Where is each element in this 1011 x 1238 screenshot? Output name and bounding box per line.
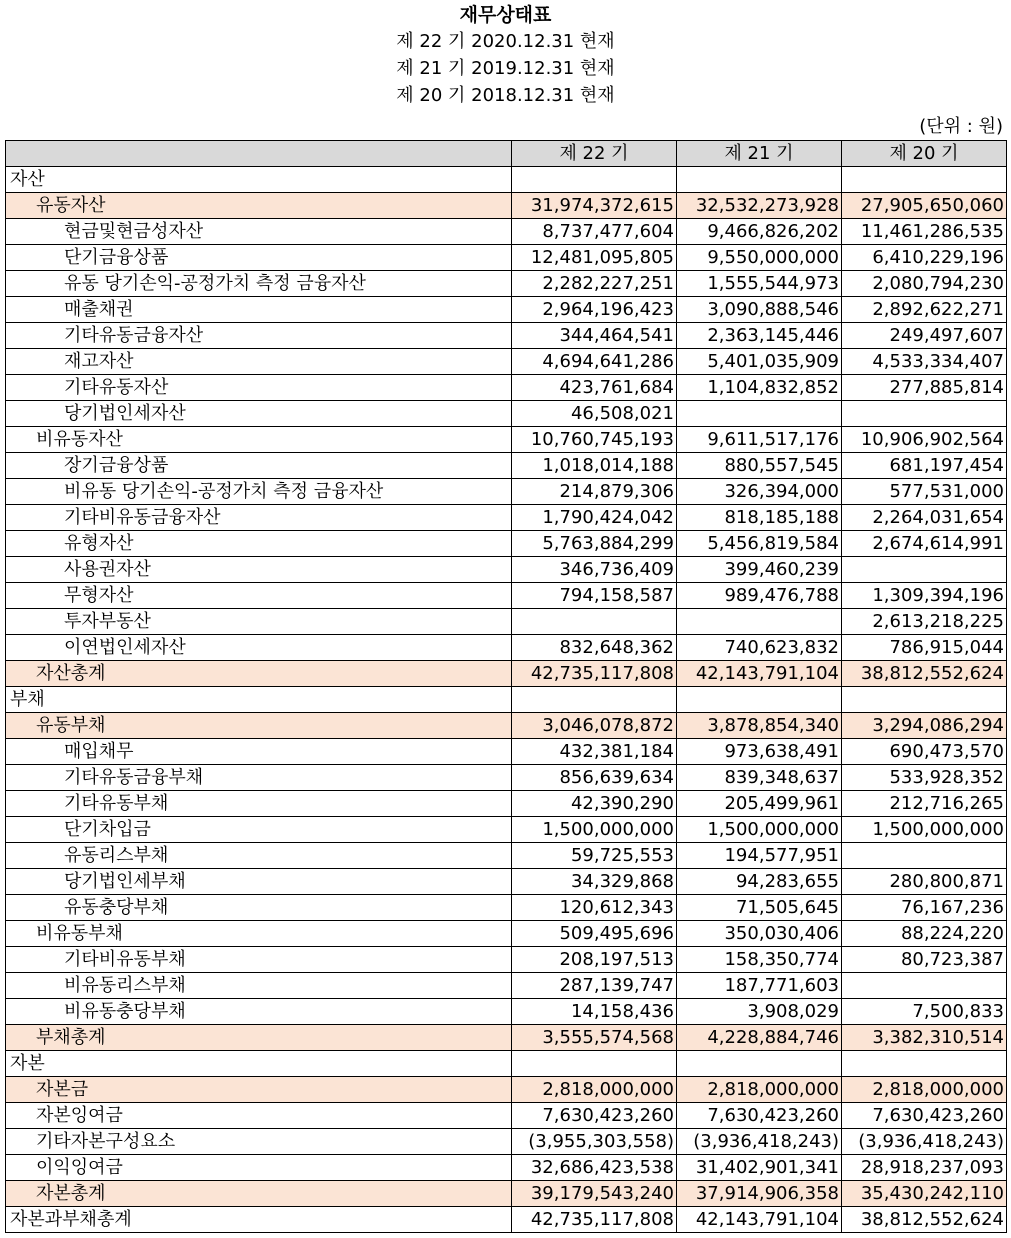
table-row [6,1129,1007,1155]
value-cell-period-22: 3,046,078,872 [512,713,677,739]
value-cell-period-20: 7,630,423,260 [842,1103,1007,1129]
value-cell-period-22: 32,686,423,538 [512,1155,677,1181]
value-cell-period-20: 2,674,614,991 [842,531,1007,557]
account-name-cell: 기타유동부채 [6,791,512,817]
value-cell-period-22: 4,694,641,286 [512,349,677,375]
table-row [6,375,1007,401]
table-row [6,453,1007,479]
value-cell-period-22: 1,500,000,000 [512,817,677,843]
table-row [6,219,1007,245]
value-cell-period-22: 214,879,306 [512,479,677,505]
table-row [6,245,1007,271]
value-cell-period-21: 9,466,826,202 [677,219,842,245]
value-cell-period-20 [842,557,1007,583]
account-name-cell: 비유동리스부채 [6,973,512,999]
value-cell-period-20: 277,885,814 [842,375,1007,401]
value-cell-period-20: 4,533,334,407 [842,349,1007,375]
account-name-cell: 유동충당부채 [6,895,512,921]
account-name-cell: 재고자산 [6,349,512,375]
value-cell-period-20: 27,905,650,060 [842,193,1007,219]
value-cell-period-21: 94,283,655 [677,869,842,895]
value-cell-period-20 [842,687,1007,713]
account-name-cell: 매출채권 [6,297,512,323]
account-name-cell: 자본총계 [6,1181,512,1207]
account-name-cell: 단기차입금 [6,817,512,843]
account-name-cell: 자본과부채총계 [6,1207,512,1233]
account-name-cell: 당기법인세부채 [6,869,512,895]
value-cell-period-20: 2,613,218,225 [842,609,1007,635]
account-name-cell: 비유동부채 [6,921,512,947]
value-cell-period-21: 326,394,000 [677,479,842,505]
table-row [6,1155,1007,1181]
table-row [6,323,1007,349]
value-cell-period-22: 8,737,477,604 [512,219,677,245]
value-cell-period-22: 856,639,634 [512,765,677,791]
value-cell-period-21: 399,460,239 [677,557,842,583]
header-period-20: 제 20 기 [842,141,1007,167]
header-period-21: 제 21 기 [677,141,842,167]
account-name-cell: 유동 당기손익-공정가치 측정 금융자산 [6,271,512,297]
value-cell-period-20: 38,812,552,624 [842,661,1007,687]
value-cell-period-22: 287,139,747 [512,973,677,999]
period-line: 제 20 기 2018.12.31 현재 [396,85,615,106]
table-row [6,1051,1007,1077]
value-cell-period-21: 158,350,774 [677,947,842,973]
table-row [6,869,1007,895]
value-cell-period-21: 1,104,832,852 [677,375,842,401]
value-cell-period-21 [677,1051,842,1077]
account-name-cell: 부채 [6,687,512,713]
account-name-cell: 당기법인세자산 [6,401,512,427]
value-cell-period-22: 509,495,696 [512,921,677,947]
account-name-cell: 기타비유동금융자산 [6,505,512,531]
value-cell-period-22: 5,763,884,299 [512,531,677,557]
value-cell-period-20: 11,461,286,535 [842,219,1007,245]
value-cell-period-21: 9,550,000,000 [677,245,842,271]
value-cell-period-22: 34,329,868 [512,869,677,895]
value-cell-period-21: 1,555,544,973 [677,271,842,297]
account-name-cell: 유동자산 [6,193,512,219]
table-row [6,1207,1007,1233]
value-cell-period-21 [677,687,842,713]
value-cell-period-22 [512,167,677,193]
value-cell-period-21: 32,532,273,928 [677,193,842,219]
value-cell-period-20 [842,843,1007,869]
value-cell-period-20 [842,167,1007,193]
value-cell-period-21: 42,143,791,104 [677,661,842,687]
value-cell-period-22: 10,760,745,193 [512,427,677,453]
value-cell-period-20: 2,892,622,271 [842,297,1007,323]
value-cell-period-20 [842,401,1007,427]
value-cell-period-21: 42,143,791,104 [677,1207,842,1233]
table-row [6,1103,1007,1129]
table-row [6,1181,1007,1207]
header-account [6,141,512,167]
account-name-cell: 비유동자산 [6,427,512,453]
value-cell-period-20: 88,224,220 [842,921,1007,947]
account-name-cell: 기타유동금융부채 [6,765,512,791]
table-row [6,297,1007,323]
value-cell-period-20: 2,818,000,000 [842,1077,1007,1103]
table-row [6,765,1007,791]
value-cell-period-22: (3,955,303,558) [512,1129,677,1155]
period-line: 제 22 기 2020.12.31 현재 [396,31,615,52]
value-cell-period-20: 681,197,454 [842,453,1007,479]
value-cell-period-20: 1,309,394,196 [842,583,1007,609]
value-cell-period-21: 7,630,423,260 [677,1103,842,1129]
value-cell-period-21: 31,402,901,341 [677,1155,842,1181]
value-cell-period-20: 690,473,570 [842,739,1007,765]
table-row [6,791,1007,817]
balance-sheet-table [5,140,1007,1233]
value-cell-period-21: 973,638,491 [677,739,842,765]
account-name-cell: 사용권자산 [6,557,512,583]
account-name-cell: 이연법인세자산 [6,635,512,661]
table-row [6,271,1007,297]
table-row [6,505,1007,531]
account-name-cell: 부채총계 [6,1025,512,1051]
account-name-cell: 비유동 당기손익-공정가치 측정 금융자산 [6,479,512,505]
value-cell-period-22: 794,158,587 [512,583,677,609]
value-cell-period-21: 205,499,961 [677,791,842,817]
value-cell-period-22: 2,818,000,000 [512,1077,677,1103]
value-cell-period-21: 71,505,645 [677,895,842,921]
table-row [6,1025,1007,1051]
table-header-row [6,141,1007,167]
account-name-cell: 유형자산 [6,531,512,557]
table-row [6,895,1007,921]
value-cell-period-22 [512,1051,677,1077]
value-cell-period-22: 432,381,184 [512,739,677,765]
account-name-cell: 자산총계 [6,661,512,687]
account-name-cell: 기타자본구성요소 [6,1129,512,1155]
account-name-cell: 장기금융상품 [6,453,512,479]
table-row [6,193,1007,219]
table-row [6,479,1007,505]
value-cell-period-22: 31,974,372,615 [512,193,677,219]
value-cell-period-21 [677,401,842,427]
value-cell-period-20: 3,382,310,514 [842,1025,1007,1051]
table-row [6,635,1007,661]
value-cell-period-20: 6,410,229,196 [842,245,1007,271]
value-cell-period-22: 423,761,684 [512,375,677,401]
value-cell-period-20: 280,800,871 [842,869,1007,895]
value-cell-period-20: 80,723,387 [842,947,1007,973]
value-cell-period-22: 1,790,424,042 [512,505,677,531]
value-cell-period-21: 5,456,819,584 [677,531,842,557]
value-cell-period-21: 1,500,000,000 [677,817,842,843]
table-row [6,609,1007,635]
table-row [6,947,1007,973]
value-cell-period-22: 1,018,014,188 [512,453,677,479]
value-cell-period-22: 208,197,513 [512,947,677,973]
table-row [6,557,1007,583]
account-name-cell: 유동리스부채 [6,843,512,869]
value-cell-period-20: 2,264,031,654 [842,505,1007,531]
value-cell-period-20: 1,500,000,000 [842,817,1007,843]
table-row [6,999,1007,1025]
value-cell-period-21: 5,401,035,909 [677,349,842,375]
table-row [6,843,1007,869]
value-cell-period-22: 120,612,343 [512,895,677,921]
value-cell-period-21: 3,908,029 [677,999,842,1025]
value-cell-period-20: 7,500,833 [842,999,1007,1025]
table-row [6,167,1007,193]
value-cell-period-20: 212,716,265 [842,791,1007,817]
value-cell-period-20: 35,430,242,110 [842,1181,1007,1207]
account-name-cell: 자본잉여금 [6,1103,512,1129]
value-cell-period-21: 3,090,888,546 [677,297,842,323]
value-cell-period-20: 786,915,044 [842,635,1007,661]
value-cell-period-20: 249,497,607 [842,323,1007,349]
account-name-cell: 자산 [6,167,512,193]
value-cell-period-22: 346,736,409 [512,557,677,583]
table-row [6,1077,1007,1103]
value-cell-period-20: 3,294,086,294 [842,713,1007,739]
value-cell-period-22: 12,481,095,805 [512,245,677,271]
account-name-cell: 현금및현금성자산 [6,219,512,245]
unit-label: (단위 : 원) [919,116,1003,137]
value-cell-period-22 [512,687,677,713]
value-cell-period-22: 46,508,021 [512,401,677,427]
value-cell-period-22: 42,735,117,808 [512,661,677,687]
account-name-cell: 매입채무 [6,739,512,765]
table-row [6,921,1007,947]
value-cell-period-22: 3,555,574,568 [512,1025,677,1051]
value-cell-period-21: 194,577,951 [677,843,842,869]
period-line: 제 21 기 2019.12.31 현재 [396,58,615,79]
value-cell-period-21: 3,878,854,340 [677,713,842,739]
value-cell-period-21: 839,348,637 [677,765,842,791]
account-name-cell: 자본금 [6,1077,512,1103]
value-cell-period-22: 2,964,196,423 [512,297,677,323]
value-cell-period-21 [677,609,842,635]
value-cell-period-21 [677,167,842,193]
value-cell-period-21: 2,363,145,446 [677,323,842,349]
value-cell-period-22: 2,282,227,251 [512,271,677,297]
value-cell-period-22 [512,609,677,635]
account-name-cell: 비유동충당부채 [6,999,512,1025]
value-cell-period-20: 533,928,352 [842,765,1007,791]
table-body [6,167,1007,1233]
value-cell-period-21: 740,623,832 [677,635,842,661]
report-header [0,0,1011,109]
table-row [6,739,1007,765]
value-cell-period-20: 76,167,236 [842,895,1007,921]
account-name-cell: 유동부채 [6,713,512,739]
value-cell-period-21: (3,936,418,243) [677,1129,842,1155]
value-cell-period-21: 818,185,188 [677,505,842,531]
value-cell-period-20: 577,531,000 [842,479,1007,505]
value-cell-period-20: (3,936,418,243) [842,1129,1007,1155]
table-row [6,687,1007,713]
account-name-cell: 이익잉여금 [6,1155,512,1181]
account-name-cell: 자본 [6,1051,512,1077]
value-cell-period-22: 59,725,553 [512,843,677,869]
table-row [6,531,1007,557]
value-cell-period-20: 28,918,237,093 [842,1155,1007,1181]
value-cell-period-21: 4,228,884,746 [677,1025,842,1051]
account-name-cell: 무형자산 [6,583,512,609]
table-row [6,349,1007,375]
table-row [6,427,1007,453]
value-cell-period-22: 344,464,541 [512,323,677,349]
value-cell-period-21: 37,914,906,358 [677,1181,842,1207]
value-cell-period-21: 880,557,545 [677,453,842,479]
header-period-22: 제 22 기 [512,141,677,167]
value-cell-period-22: 832,648,362 [512,635,677,661]
account-name-cell: 기타유동금융자산 [6,323,512,349]
value-cell-period-20: 10,906,902,564 [842,427,1007,453]
value-cell-period-22: 7,630,423,260 [512,1103,677,1129]
account-name-cell: 단기금융상품 [6,245,512,271]
value-cell-period-21: 2,818,000,000 [677,1077,842,1103]
account-name-cell: 기타비유동부채 [6,947,512,973]
value-cell-period-21: 9,611,517,176 [677,427,842,453]
account-name-cell: 기타유동자산 [6,375,512,401]
report-title: 재무상태표 [459,4,552,26]
table-row [6,661,1007,687]
table-row [6,973,1007,999]
table-row [6,583,1007,609]
value-cell-period-20: 2,080,794,230 [842,271,1007,297]
value-cell-period-21: 350,030,406 [677,921,842,947]
value-cell-period-21: 187,771,603 [677,973,842,999]
value-cell-period-20 [842,973,1007,999]
table-row [6,817,1007,843]
account-name-cell: 투자부동산 [6,609,512,635]
value-cell-period-22: 39,179,543,240 [512,1181,677,1207]
value-cell-period-20: 38,812,552,624 [842,1207,1007,1233]
value-cell-period-22: 14,158,436 [512,999,677,1025]
value-cell-period-22: 42,735,117,808 [512,1207,677,1233]
table-row [6,401,1007,427]
value-cell-period-22: 42,390,290 [512,791,677,817]
value-cell-period-20 [842,1051,1007,1077]
value-cell-period-21: 989,476,788 [677,583,842,609]
table-row [6,713,1007,739]
